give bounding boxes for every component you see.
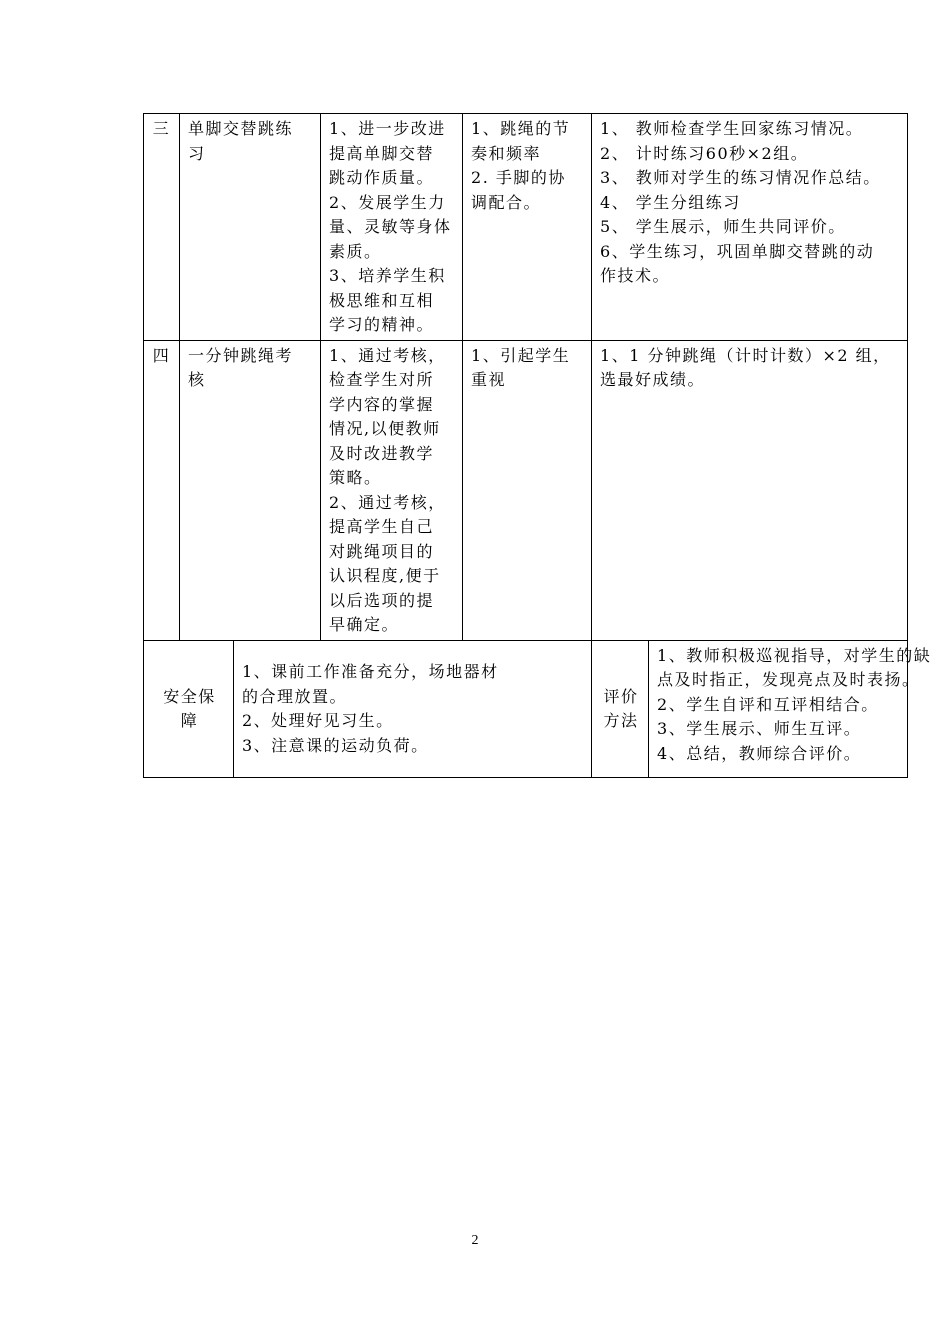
method-line: 2、 计时练习60秒×2组。 bbox=[600, 143, 809, 163]
evaluation-label: 方法 bbox=[603, 711, 639, 730]
goal-line: 认识程度,便于 bbox=[329, 566, 441, 585]
lesson-title-line: 一分钟跳绳考 bbox=[188, 345, 294, 365]
evaluation-label-cell bbox=[592, 640, 649, 777]
table-row bbox=[144, 114, 908, 341]
goal-line: 策略。 bbox=[329, 468, 382, 487]
method-line: 1、 教师检查学生回家练习情况。 bbox=[600, 119, 864, 138]
focus-line: 奏和频率 bbox=[471, 143, 542, 163]
goal-line: 2、通过考核， bbox=[329, 492, 446, 512]
focus-line: 2. 手脚的协 bbox=[471, 168, 566, 187]
goal-line: 跳动作质量。 bbox=[329, 168, 435, 187]
method-line: 5、 学生展示，师生共同评价。 bbox=[600, 217, 846, 236]
evaluation-item: 1、教师积极巡视指导，对学生的缺 bbox=[657, 645, 932, 665]
safety-label: 安全保 bbox=[163, 686, 216, 706]
focus-line: 重视 bbox=[471, 370, 507, 389]
lesson-title-line: 核 bbox=[188, 370, 206, 389]
focus-cell bbox=[463, 114, 592, 341]
lesson-title-cell bbox=[180, 340, 321, 640]
table-row bbox=[144, 340, 908, 640]
evaluation-item: 3、学生展示、师生互评。 bbox=[657, 719, 862, 738]
method-line: 选最好成绩。 bbox=[600, 370, 706, 389]
goal-line: 情况,以便教师 bbox=[329, 419, 441, 438]
goal-line: 3、培养学生积 bbox=[329, 266, 446, 285]
goal-line: 早确定。 bbox=[329, 615, 400, 634]
evaluation-item: 4、总结，教师综合评价。 bbox=[657, 743, 862, 763]
method-line: 作技术。 bbox=[600, 266, 671, 285]
goal-line: 提高单脚交替 bbox=[329, 143, 435, 163]
table-row bbox=[144, 640, 908, 777]
method-line: 6、学生练习，巩固单脚交替跳的动 bbox=[600, 241, 875, 261]
goal-line: 量、灵敏等身体 bbox=[329, 217, 452, 236]
goal-line: 检查学生对所 bbox=[329, 370, 435, 389]
safety-item: 3、注意课的运动负荷。 bbox=[242, 735, 429, 755]
focus-line: 1、跳绳的节 bbox=[471, 119, 571, 138]
safety-label: 障 bbox=[180, 711, 199, 730]
evaluation-item: 2、学生自评和互评相结合。 bbox=[657, 694, 879, 714]
safety-content-cell bbox=[234, 640, 592, 777]
goals-cell bbox=[321, 340, 463, 640]
focus-line: 1、引起学生 bbox=[471, 345, 571, 365]
methods-cell bbox=[592, 340, 908, 640]
lesson-plan-table bbox=[143, 113, 932, 778]
evaluation-content-cell bbox=[649, 640, 932, 777]
goal-line: 1、通过考核， bbox=[329, 345, 446, 365]
safety-item: 1、课前工作准备充分，场地器材 bbox=[242, 662, 499, 681]
focus-cell bbox=[463, 340, 592, 640]
row-number: 三 bbox=[152, 119, 171, 138]
page-number: 2 bbox=[471, 1233, 479, 1248]
goal-line: 对跳绳项目的 bbox=[329, 541, 435, 561]
goal-line: 学内容的掌握 bbox=[329, 394, 435, 414]
goal-line: 以后选项的提 bbox=[329, 590, 435, 610]
row-number: 四 bbox=[152, 345, 171, 365]
goal-line: 极思维和互相 bbox=[329, 290, 435, 310]
goal-line: 2、发展学生力 bbox=[329, 192, 446, 212]
method-line: 4、 学生分组练习 bbox=[600, 192, 741, 212]
safety-item: 2、处理好见习生。 bbox=[242, 711, 394, 730]
evaluation-item: 点及时指正，发现亮点及时表扬。 bbox=[657, 670, 920, 689]
goals-cell bbox=[321, 114, 463, 341]
row-number-cell bbox=[144, 114, 180, 341]
method-line: 1、1 分钟跳绳（计时计数）×2 组， bbox=[600, 345, 891, 365]
goal-line: 学习的精神。 bbox=[329, 315, 435, 334]
focus-line: 调配合。 bbox=[471, 192, 542, 212]
row-number-cell bbox=[144, 340, 180, 640]
goal-line: 提高学生自己 bbox=[329, 517, 435, 536]
evaluation-label: 评价 bbox=[603, 686, 639, 706]
safety-label-cell bbox=[144, 640, 234, 777]
lesson-title-line: 单脚交替跳练 bbox=[188, 119, 294, 138]
methods-cell bbox=[592, 114, 908, 341]
method-line: 3、 教师对学生的练习情况作总结。 bbox=[600, 168, 881, 187]
lesson-title-cell bbox=[180, 114, 321, 341]
goal-line: 及时改进教学 bbox=[329, 443, 435, 463]
goal-line: 1、进一步改进 bbox=[329, 119, 446, 138]
lesson-title-line: 习 bbox=[188, 143, 206, 163]
safety-item: 的合理放置。 bbox=[242, 686, 348, 706]
goal-line: 素质。 bbox=[329, 241, 382, 261]
